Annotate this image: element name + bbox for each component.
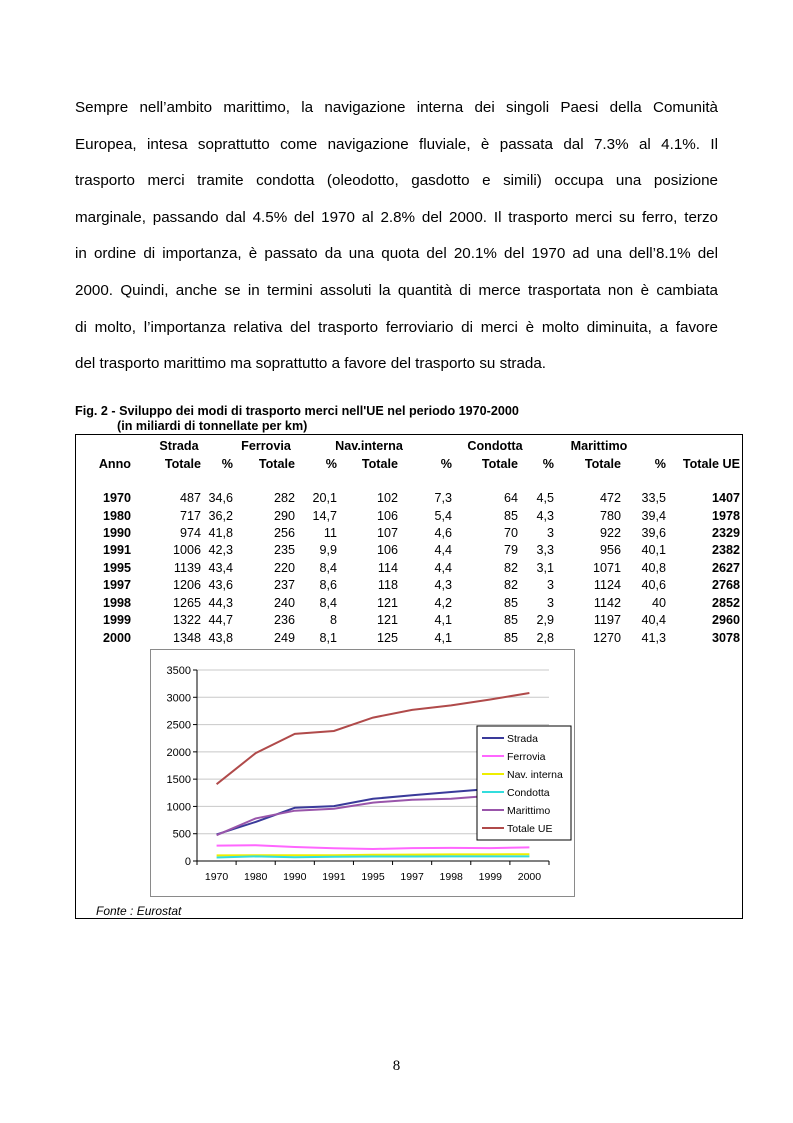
- paragraph-line: 2000. Quindi, anche se in termini assoluti la quantità di merce trasportata non è cambiata: [75, 281, 718, 299]
- year-cell: 1997: [102, 578, 131, 592]
- table-cell: 1978: [711, 509, 740, 523]
- table-cell: 4,4: [434, 561, 452, 575]
- table-cell: 1348: [172, 631, 201, 645]
- table-cell: 236: [273, 613, 295, 627]
- table-cell: 1407: [711, 491, 740, 505]
- table-cell: 8: [329, 613, 337, 627]
- table-cell: 780: [599, 509, 621, 523]
- table-cell: 85: [503, 631, 518, 645]
- column-header: %: [325, 457, 337, 471]
- x-tick-label: 1991: [322, 871, 346, 883]
- paragraph-line: del trasporto marittimo ma soprattutto a favore del trasporto su strada.: [75, 355, 547, 373]
- table-cell: 125: [376, 631, 398, 645]
- table-cell: 3: [546, 578, 554, 592]
- column-header: %: [440, 457, 452, 471]
- series-line-ferrovia: [217, 845, 530, 849]
- table-cell: 1270: [592, 631, 621, 645]
- series-line-condotta: [217, 856, 530, 857]
- table-cell: 717: [179, 509, 201, 523]
- table-cell: 34,6: [208, 491, 233, 505]
- x-tick-label: 1995: [361, 871, 385, 883]
- group-header: Marittimo: [570, 439, 628, 453]
- source-note: Fonte : Eurostat: [96, 904, 182, 918]
- table-cell: 39,6: [641, 526, 666, 540]
- table-cell: 4,6: [434, 526, 452, 540]
- x-tick-label: 2000: [517, 871, 542, 883]
- table-cell: 8,6: [319, 578, 337, 592]
- y-tick-label: 1500: [166, 774, 191, 787]
- table-cell: 106: [376, 543, 398, 557]
- table-cell: 43,8: [208, 631, 233, 645]
- table-cell: 1197: [593, 613, 621, 627]
- table-cell: 4,3: [434, 578, 452, 592]
- x-tick-label: 1980: [243, 871, 268, 883]
- table-cell: 40: [651, 596, 666, 610]
- x-tick-label: 1970: [204, 871, 229, 883]
- legend-label: Totale UE: [507, 823, 553, 835]
- table-cell: 4,4: [434, 543, 452, 557]
- body-paragraph: [75, 90, 718, 383]
- table-cell: 79: [503, 543, 518, 557]
- x-tick-label: 1990: [283, 871, 307, 883]
- table-cell: 118: [377, 578, 398, 592]
- table-cell: 121: [376, 596, 398, 610]
- table-cell: 2,9: [536, 613, 554, 627]
- table-cell: 1142: [593, 596, 621, 610]
- y-tick-label: 3500: [166, 665, 191, 677]
- figure-caption: [75, 404, 519, 434]
- paragraph-line: trasporto merci tramite condotta (oleodotto, gasdotto e simili) occupa una posizione: [75, 172, 718, 190]
- table-cell: 40,1: [641, 543, 666, 557]
- table-cell: 1124: [593, 578, 621, 592]
- table-cell: 107: [376, 526, 398, 540]
- table-cell: 40,8: [641, 561, 666, 575]
- y-tick-label: 1000: [166, 801, 191, 814]
- legend-label: Ferrovia: [507, 751, 546, 763]
- column-header: Anno: [98, 457, 131, 471]
- x-tick-label: 1998: [439, 871, 463, 883]
- table-cell: 11: [323, 526, 337, 540]
- x-tick-label: 1999: [478, 871, 503, 883]
- table-cell: 2960: [711, 613, 740, 627]
- table-cell: 4,5: [536, 491, 554, 505]
- table-cell: 956: [599, 543, 621, 557]
- table-cell: 20,1: [312, 491, 337, 505]
- table-cell: 82: [503, 561, 518, 575]
- table-cell: 85: [503, 596, 518, 610]
- table-cell: 5,4: [434, 509, 452, 523]
- table-cell: 922: [599, 526, 621, 540]
- table-cell: 41,8: [208, 526, 233, 540]
- figure-subtitle: (in miliardi di tonnellate per km): [117, 419, 308, 433]
- column-header: Totale UE: [682, 457, 740, 471]
- year-cell: 1998: [102, 596, 131, 610]
- figure-title: Fig. 2 - Sviluppo dei modi di trasporto merci nell'UE nel periodo 1970-2000: [75, 404, 519, 418]
- group-header: Nav.interna: [335, 439, 403, 453]
- table-cell: 1322: [172, 613, 201, 627]
- table-cell: 237: [273, 578, 295, 592]
- table-cell: 85: [503, 509, 518, 523]
- table-cell: 472: [599, 491, 621, 505]
- table-cell: 41,3: [641, 631, 666, 645]
- year-cell: 1980: [102, 509, 131, 523]
- table-cell: 33,5: [641, 491, 666, 505]
- year-cell: 1990: [102, 526, 131, 540]
- table-cell: 1139: [173, 561, 201, 575]
- table-cell: 44,7: [208, 613, 233, 627]
- paragraph-line: di molto, l’importanza relativa del trasporto ferroviario di merci è molto diminuita, a favore: [75, 318, 718, 336]
- paragraph-line: in ordine di importanza, è passato da una quota del 20.1% del 1970 ad una dell’8.1% del: [75, 245, 718, 263]
- table-cell: 82: [503, 578, 518, 592]
- table-cell: 2329: [711, 526, 740, 540]
- column-header: %: [221, 457, 233, 471]
- y-tick-label: 2500: [166, 719, 191, 732]
- table-cell: 3078: [711, 631, 740, 645]
- table-cell: 44,3: [208, 596, 233, 610]
- year-cell: 1991: [102, 543, 131, 557]
- table-cell: 4,2: [434, 596, 452, 610]
- table-cell: 3,3: [536, 543, 554, 557]
- table-cell: 106: [376, 509, 398, 523]
- table-cell: 8,4: [319, 561, 337, 575]
- table-cell: 282: [273, 491, 295, 505]
- table-cell: 290: [273, 509, 295, 523]
- table-cell: 2,8: [536, 631, 554, 645]
- table-cell: 974: [179, 526, 201, 540]
- column-header: Totale: [481, 457, 518, 471]
- y-tick-label: 500: [172, 828, 191, 841]
- paragraph-line: Sempre nell’ambito marittimo, la navigazione interna dei singoli Paesi della Comunità: [75, 99, 718, 116]
- series-line-nav-interna: [217, 854, 530, 855]
- page-number: 8: [392, 1058, 401, 1074]
- year-cell: 1999: [102, 613, 131, 627]
- table-cell: 85: [503, 613, 518, 627]
- y-tick-label: 2000: [166, 746, 191, 759]
- figure-frame: [75, 434, 743, 919]
- table-cell: 42,3: [208, 543, 233, 557]
- table-cell: 2382: [711, 543, 740, 557]
- table-cell: 36,2: [208, 509, 233, 523]
- table-cell: 14,7: [312, 509, 337, 523]
- table-cell: 4,1: [434, 631, 452, 645]
- legend-label: Strada: [507, 733, 538, 745]
- chart-svg: [151, 650, 576, 898]
- x-tick-label: 1997: [400, 871, 424, 883]
- column-header: Totale: [258, 457, 295, 471]
- y-tick-label: 3000: [166, 692, 191, 705]
- table-cell: 40,6: [641, 578, 666, 592]
- table-cell: 7,3: [434, 491, 452, 505]
- legend-label: Marittimo: [507, 805, 551, 817]
- table-cell: 2627: [711, 561, 740, 575]
- table-cell: 240: [273, 596, 295, 610]
- table-cell: 249: [273, 631, 295, 645]
- table-cell: 2768: [711, 578, 740, 592]
- table-cell: 3: [546, 526, 554, 540]
- year-cell: 2000: [102, 631, 131, 645]
- column-header: %: [654, 457, 666, 471]
- table-cell: 8,4: [319, 596, 337, 610]
- table-cell: 1206: [172, 578, 201, 592]
- table-cell: 121: [376, 613, 398, 627]
- table-cell: 43,6: [208, 578, 233, 592]
- line-chart: [150, 649, 575, 897]
- table-cell: 1006: [172, 543, 201, 557]
- table-cell: 9,9: [319, 543, 337, 557]
- year-cell: 1970: [102, 491, 131, 505]
- table-cell: 4,3: [536, 509, 554, 523]
- paragraph-line: Europea, intesa soprattutto come navigazione fluviale, è passata dal 7.3% al 4.1%. Il: [75, 135, 718, 153]
- column-header: Totale: [361, 457, 398, 471]
- legend-label: Condotta: [507, 787, 550, 799]
- y-tick-label: 0: [184, 856, 191, 868]
- table-cell: 43,4: [208, 561, 233, 575]
- table-cell: 1071: [592, 561, 621, 575]
- group-header: Ferrovia: [241, 439, 291, 453]
- group-header: Strada: [159, 439, 199, 453]
- legend-label: Nav. interna: [507, 769, 563, 781]
- table-cell: 4,1: [434, 613, 452, 627]
- table-cell: 256: [273, 526, 295, 540]
- group-header: Condotta: [467, 439, 523, 453]
- table-cell: 3: [546, 596, 554, 610]
- table-cell: 2852: [711, 596, 740, 610]
- table-cell: 102: [376, 491, 398, 505]
- table-cell: 1265: [172, 596, 201, 610]
- column-header: Totale: [584, 457, 621, 471]
- table-cell: 3,1: [536, 561, 554, 575]
- column-header: %: [542, 457, 554, 471]
- table-cell: 487: [179, 491, 201, 505]
- column-header: Totale: [164, 457, 201, 471]
- table-cell: 64: [503, 491, 518, 505]
- table-cell: 40,4: [641, 613, 666, 627]
- table-cell: 235: [273, 543, 295, 557]
- paragraph-line: marginale, passando dal 4.5% del 1970 al 2.8% del 2000. Il trasporto merci su ferro, terzo: [75, 208, 718, 226]
- table-cell: 70: [503, 526, 518, 540]
- table-cell: 114: [377, 561, 398, 575]
- table-cell: 39,4: [641, 509, 666, 523]
- table-cell: 220: [273, 561, 295, 575]
- table-cell: 8,1: [319, 631, 337, 645]
- year-cell: 1995: [102, 561, 131, 575]
